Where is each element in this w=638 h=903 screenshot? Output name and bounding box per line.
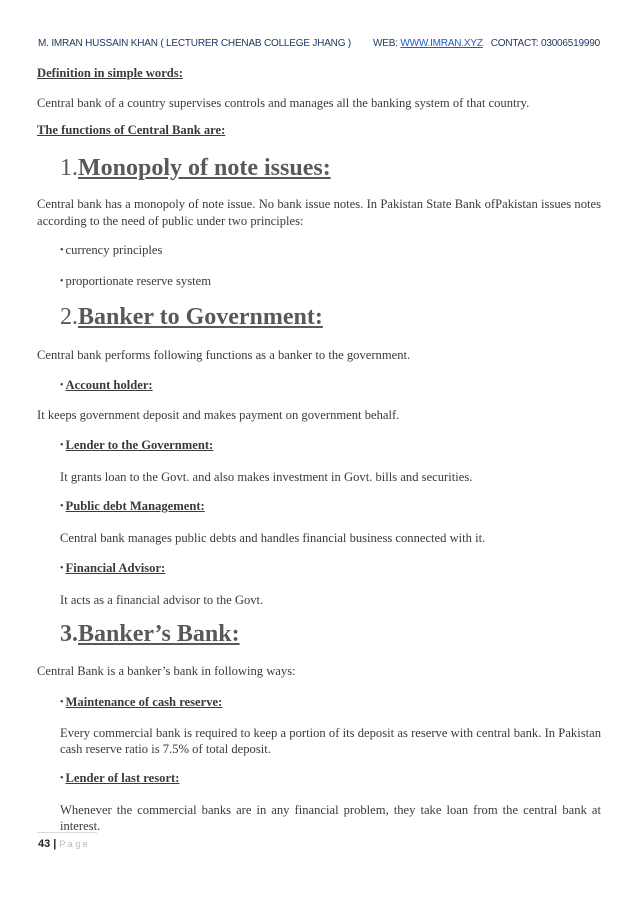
list-item [60, 499, 205, 514]
page-footer [38, 838, 88, 850]
list-item [60, 378, 153, 393]
page-label: P a g e [59, 839, 88, 849]
bullet-icon: • [60, 773, 64, 784]
definition-heading: Definition in simple words: [37, 66, 183, 80]
item-title: Lender of last resort: [65, 771, 180, 785]
bullet-icon: • [60, 380, 64, 391]
bullet-icon: • [60, 245, 64, 256]
item-title: Financial Advisor: [65, 561, 166, 575]
item-title: Public debt Management: [65, 499, 205, 513]
section3-intro: Central Bank is a banker’s bank in following ways: [37, 664, 296, 678]
bullet-icon: • [60, 440, 64, 451]
section1-title: Monopoly of note issues: [78, 155, 331, 181]
list-item [60, 438, 213, 453]
functions-heading: The functions of Central Bank are: [37, 123, 226, 137]
list-item [60, 561, 165, 576]
section3-number: 3. [60, 621, 78, 647]
bullet-icon: • [60, 276, 64, 287]
item-text: Every commercial bank is required to keep a portion of its deposit as reserve with central bank. In Pakistan cash reserve ratio is 7.5% of total deposit. [60, 726, 601, 756]
list-item [60, 243, 162, 258]
header-web-label: WEB: [372, 38, 398, 49]
definition-text: Central bank of a country supervises controls and manages all the banking system of that country. [37, 96, 530, 110]
bullet-icon: • [60, 501, 64, 512]
bullet-text: proportionate reserve system [65, 274, 211, 288]
item-text: Central bank manages public debts and handles financial business connected with it. [60, 531, 486, 545]
page-number: 43 | [38, 838, 57, 850]
header-author: M. IMRAN HUSSAIN KHAN ( LECTURER CHENAB COLLEGE JHANG ) [38, 38, 351, 49]
bullet-icon: • [60, 697, 64, 708]
item-text: It acts as a financial advisor to the Govt. [60, 593, 264, 607]
list-item [60, 274, 211, 289]
bullet-icon: • [60, 563, 64, 574]
section1-heading [60, 155, 601, 182]
list-item [60, 771, 179, 786]
section2-heading [60, 304, 601, 331]
section1-number: 1. [60, 155, 78, 181]
item-title: Lender to the Government: [65, 438, 214, 452]
bullet-text: currency principles [65, 243, 163, 257]
section2-title: Banker to Government: [78, 304, 323, 330]
page-header [0, 38, 638, 49]
section1-text: Central bank has a monopoly of note issue. No bank issue notes. In Pakistan State Bank ofPakistan issues notes according to the need of public under two principles: [37, 197, 601, 228]
header-contact: CONTACT: 03006519990 [490, 38, 600, 49]
section3-heading [60, 621, 601, 648]
section2-number: 2. [60, 304, 78, 330]
header-web-link[interactable]: WWW.IMRAN.XYZ [400, 38, 483, 49]
item-title: Account holder: [65, 378, 153, 392]
section2-intro: Central bank performs following functions as a banker to the government. [37, 348, 411, 362]
item-text: It keeps government deposit and makes payment on government behalf. [37, 408, 400, 422]
item-text: Whenever the commercial banks are in any financial problem, they take loan from the central bank at interest. [60, 803, 601, 833]
list-item [60, 695, 222, 710]
item-title: Maintenance of cash reserve: [65, 695, 223, 709]
footer-divider [37, 832, 97, 833]
item-text: It grants loan to the Govt. and also makes investment in Govt. bills and securities. [60, 470, 473, 484]
section3-title: Banker’s Bank: [78, 621, 240, 647]
